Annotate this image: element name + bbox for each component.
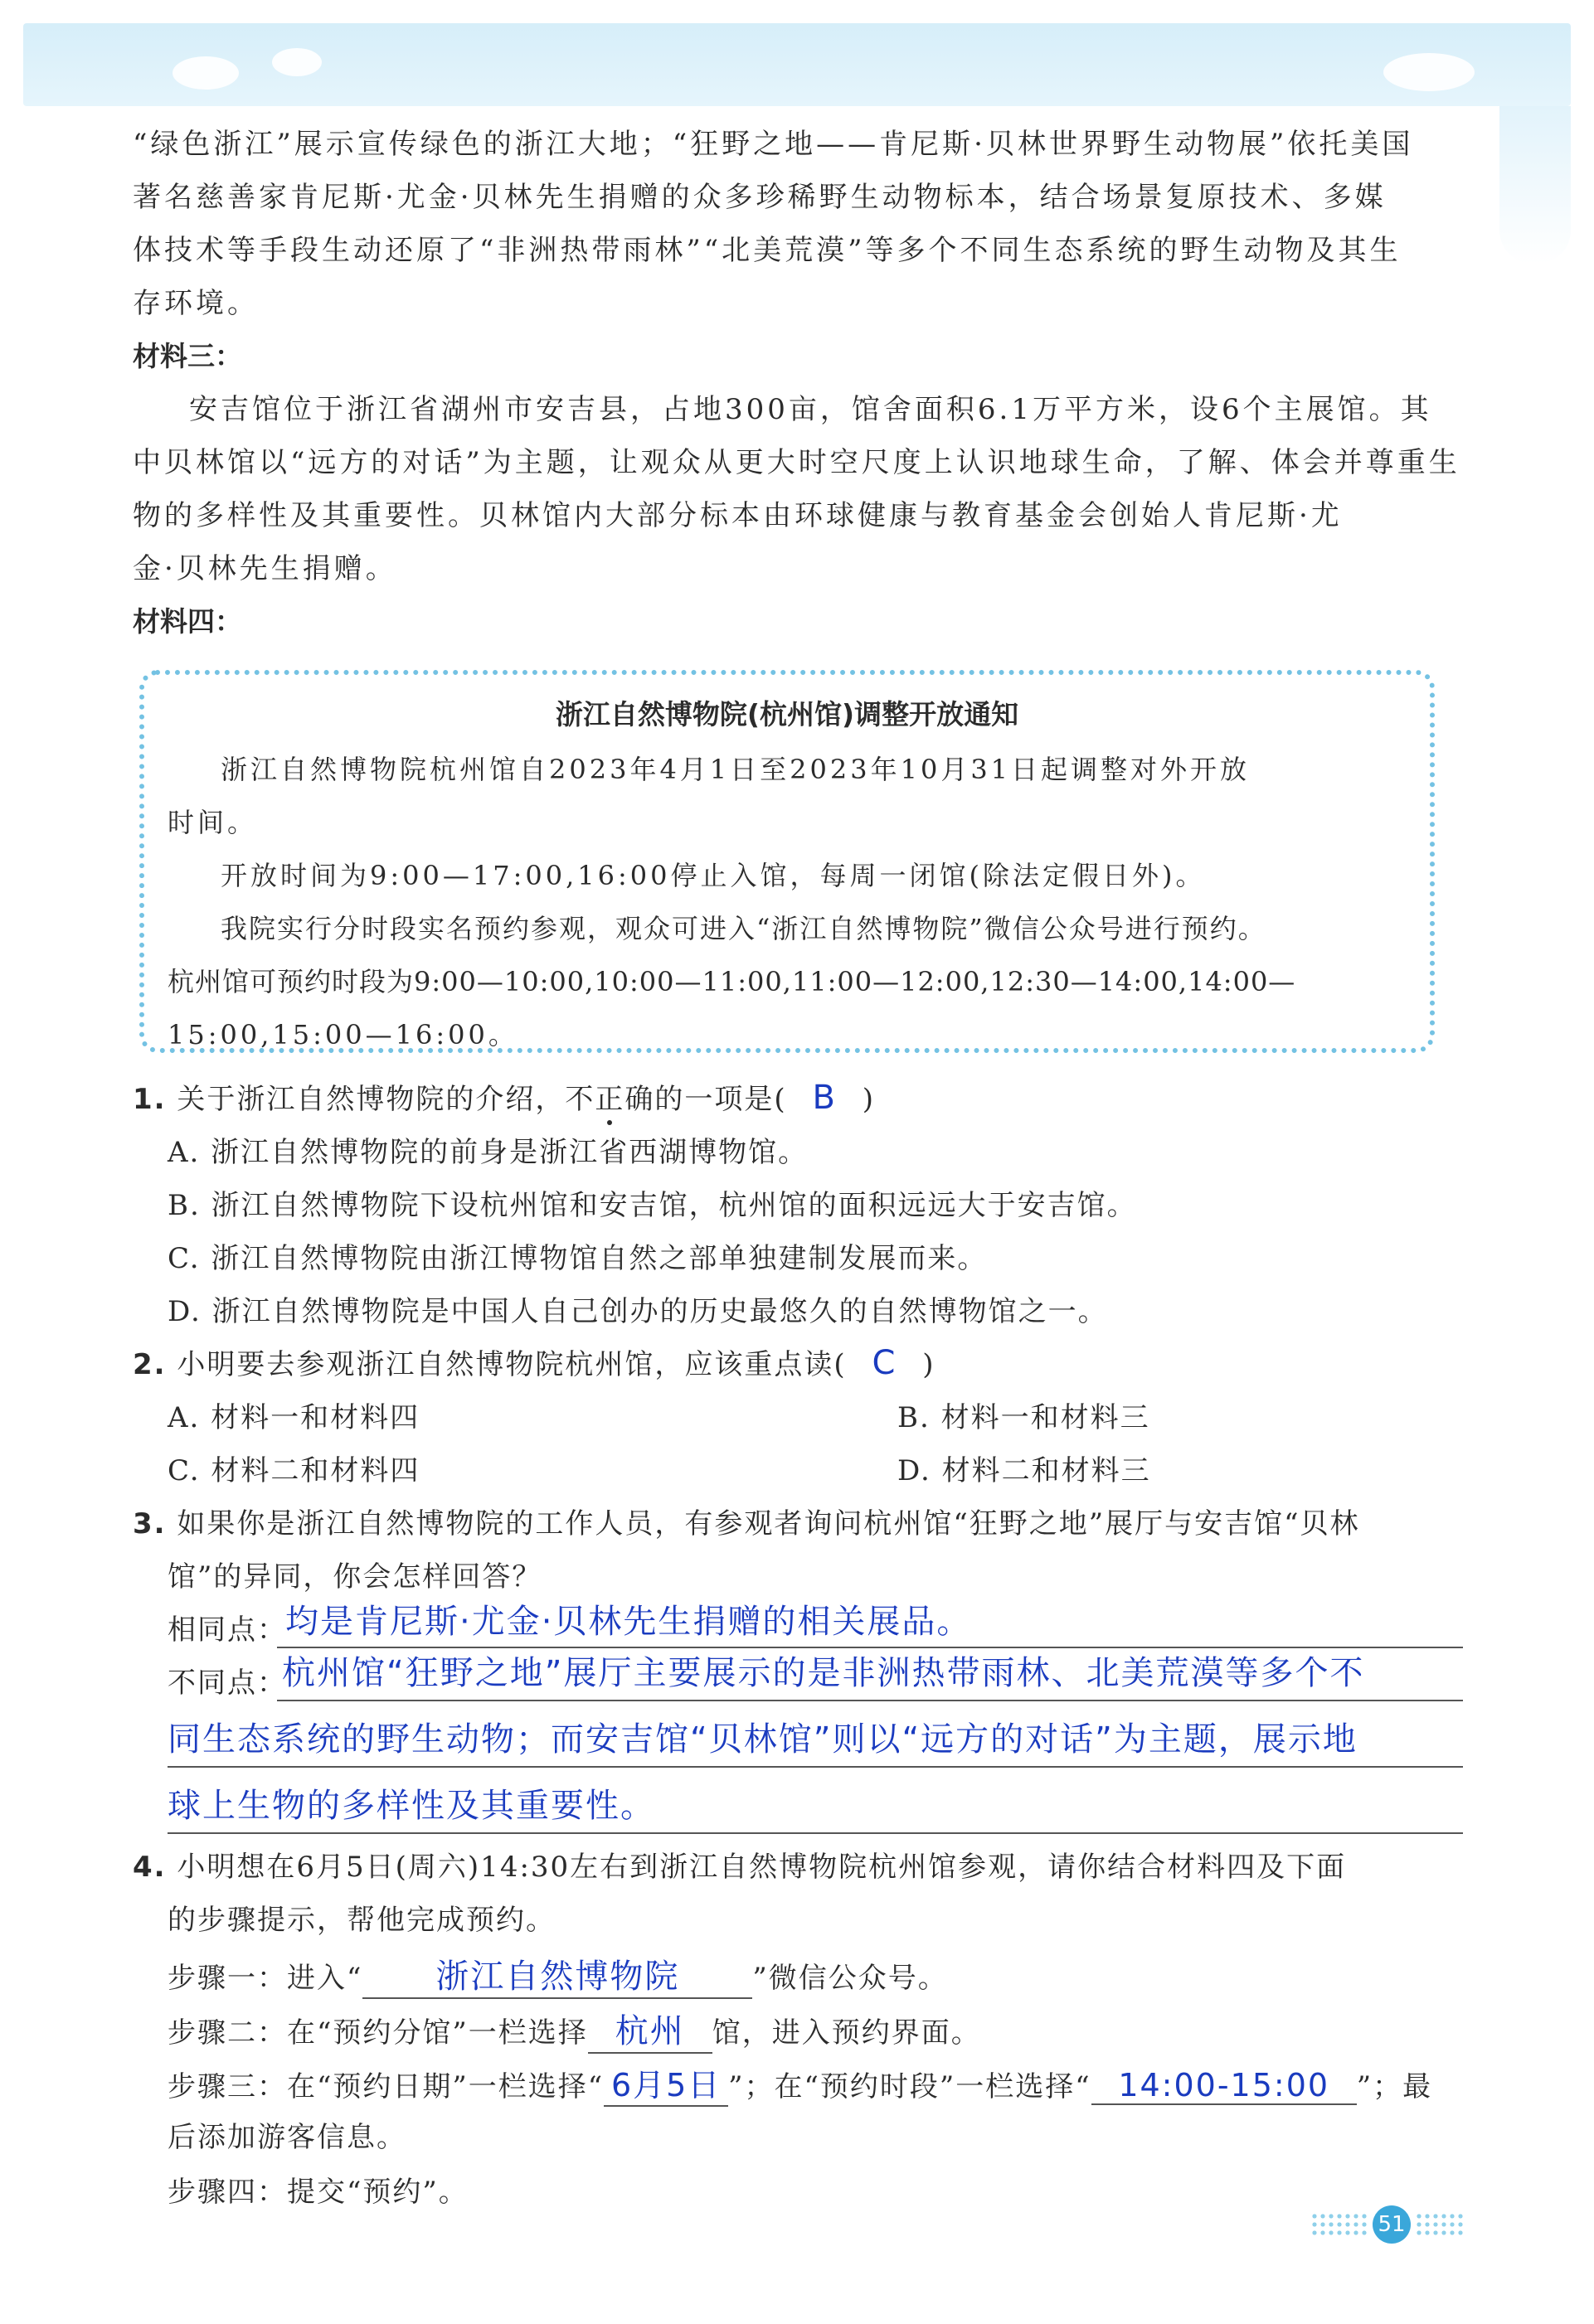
stem-text: 如果你是浙江自然博物院的工作人员，有参观者询问杭州馆“狂野之地”展厅与安吉馆“贝林 — [177, 1507, 1360, 1540]
step-text: 步骤三：在“预约日期”一栏选择“ — [168, 2070, 605, 2103]
step-text: 馆，进入预约界面。 — [712, 2016, 981, 2050]
question-number: 2. — [133, 1348, 167, 1381]
dot-grid-icon — [1310, 2212, 1368, 2237]
step-4: 步骤四：提交“预约”。 — [168, 2176, 469, 2209]
dot-grid-icon — [1415, 2212, 1465, 2237]
question-2-stem — [133, 1342, 1476, 1382]
material3-line: 金·贝林先生捐赠。 — [133, 552, 397, 585]
material3-line: 中贝林馆以“远方的对话”为主题，让观众从更大时空尺度上认识地球生命，了解、体会并尊重生 — [133, 446, 1460, 479]
stem-text: 小明想在6月5日(周六)14:30左右到浙江自然博物院杭州馆参观，请你结合材料四及下面 — [177, 1851, 1347, 1884]
answer-line — [168, 1766, 1463, 1768]
notice-line: 浙江自然博物院杭州馆自2023年4月1日至2023年10月31日起调整对外开放 — [221, 754, 1251, 785]
stem-text: ) — [922, 1348, 936, 1381]
notice-line: 开放时间为9:00—17:00,16:00停止入馆，每周一闭馆(除法定假日外)。 — [221, 860, 1206, 891]
answer-step2: 杭州 — [588, 2005, 712, 2054]
answer-step3-date: 6月5日 — [604, 2060, 728, 2107]
cloud-icon — [1383, 53, 1475, 91]
option-c: C. 材料二和材料四 — [168, 1454, 420, 1487]
material2-line: 著名慈善家肯尼斯·尤金·贝林先生捐赠的众多珍稀野生动物标本，结合场景复原技术、多媒 — [133, 181, 1387, 214]
step-text: ”；在“预约时段”一栏选择“ — [728, 2070, 1091, 2103]
notice-title: 浙江自然博物院(杭州馆)调整开放通知 — [555, 698, 1019, 730]
step-3 — [168, 2060, 1432, 2107]
question-4-stem — [133, 1844, 1476, 1885]
option-b: B. 浙江自然博物院下设杭州馆和安吉馆，杭州馆的面积远远大于安吉馆。 — [168, 1189, 1137, 1222]
question-number: 1. — [133, 1083, 167, 1116]
diff-answer: 杭州馆“狂野之地”展厅主要展示的是非洲热带雨林、北美荒漠等多个不 — [282, 1654, 1365, 1692]
stem-text: 的步骤提示，帮他完成预约。 — [168, 1904, 556, 1937]
stem-text: 的一项是( — [654, 1083, 787, 1116]
notice-line: 时间。 — [168, 807, 258, 838]
step-text: 步骤二：在“预约分馆”一栏选择 — [168, 2016, 588, 2050]
material2-line: 体技术等手段生动还原了“非洲热带雨林”“北美荒漠”等多个不同生态系统的野生动物及其生 — [133, 234, 1402, 267]
answer-step1: 浙江自然博物院 — [362, 1950, 752, 1999]
question-number: 3. — [133, 1507, 167, 1540]
notice-line: 15:00,15:00—16:00。 — [168, 1019, 518, 1050]
notice-line: 杭州馆可预约时段为9:00—10:00,10:00—11:00,11:00—12:00,12:30—14:00,14:00— — [168, 966, 1296, 997]
same-answer: 均是肯尼斯·尤金·贝林先生捐赠的相关展品。 — [285, 1603, 972, 1641]
option-a: A. 浙江自然博物院的前身是浙江省西湖博物馆。 — [168, 1136, 809, 1169]
same-label: 相同点： — [168, 1613, 287, 1647]
notice-box — [139, 670, 1435, 1053]
question-3-stem — [133, 1501, 1476, 1541]
material3-line: 安吉馆位于浙江省湖州市安吉县，占地300亩，馆舍面积6.1万平方米，设6个主展馆。其 — [189, 393, 1432, 426]
material3-label: 材料三： — [133, 340, 242, 372]
answer-line — [277, 1700, 1463, 1701]
material3-line: 物的多样性及其重要性。贝林馆内大部分标本由环球健康与教育基金会创始人肯尼斯·尤 — [133, 499, 1343, 532]
material2-line: 存环境。 — [133, 287, 259, 320]
question-1-stem — [133, 1076, 1476, 1117]
answer-step3-time: 14:00-15:00 — [1091, 2067, 1357, 2105]
page-number: 51 — [1373, 2205, 1411, 2244]
step-2 — [168, 2005, 981, 2054]
question-number: 4. — [133, 1851, 167, 1884]
notice-line: 我院实行分时段实名预约参观，观众可进入“浙江自然博物院”微信公众号进行预约。 — [221, 913, 1266, 944]
answer-line — [168, 1832, 1463, 1834]
step-text: 步骤一：进入“ — [168, 1962, 363, 1995]
step-text: ”；最 — [1356, 2070, 1433, 2103]
option-d: D. 材料二和材料三 — [897, 1454, 1151, 1487]
cloud-icon — [272, 48, 322, 76]
page-number-badge — [1310, 2205, 1468, 2242]
step-3-continued: 后添加游客信息。 — [168, 2121, 406, 2154]
side-decoration — [1499, 106, 1571, 264]
stem-text: 关于浙江自然博物院的介绍， — [177, 1083, 566, 1116]
emphasis-text: 不正确 — [565, 1076, 654, 1117]
material4-label: 材料四： — [133, 605, 242, 638]
header-decoration-band — [23, 23, 1571, 106]
option-b: B. 材料一和材料三 — [897, 1401, 1150, 1434]
option-d: D. 浙江自然博物院是中国人自己创办的历史最悠久的自然博物馆之一。 — [168, 1295, 1108, 1328]
material-text — [133, 118, 1472, 648]
stem-text: ) — [862, 1083, 875, 1116]
cloud-icon — [173, 56, 239, 90]
diff-answer: 球上生物的多样性及其重要性。 — [168, 1787, 655, 1825]
answer-q2: C — [872, 1344, 897, 1382]
step-text: ”微信公众号。 — [752, 1962, 948, 1995]
option-c: C. 浙江自然博物院由浙江博物馆自然之部单独建制发展而来。 — [168, 1242, 988, 1275]
diff-answer: 同生态系统的野生动物；而安吉馆“贝林馆”则以“远方的对话”为主题，展示地 — [168, 1720, 1358, 1759]
step-1 — [168, 1950, 948, 1999]
option-a: A. 材料一和材料四 — [168, 1401, 420, 1434]
diff-label: 不同点： — [168, 1667, 287, 1700]
stem-text: 馆”的异同，你会怎样回答？ — [168, 1560, 542, 1594]
answer-q1: B — [812, 1079, 837, 1117]
material2-line: “绿色浙江”展示宣传绿色的浙江大地；“狂野之地——肯尼斯·贝林世界野生动物展”依托美国 — [133, 128, 1414, 161]
stem-text: 小明要去参观浙江自然博物院杭州馆，应该重点读( — [177, 1348, 847, 1381]
